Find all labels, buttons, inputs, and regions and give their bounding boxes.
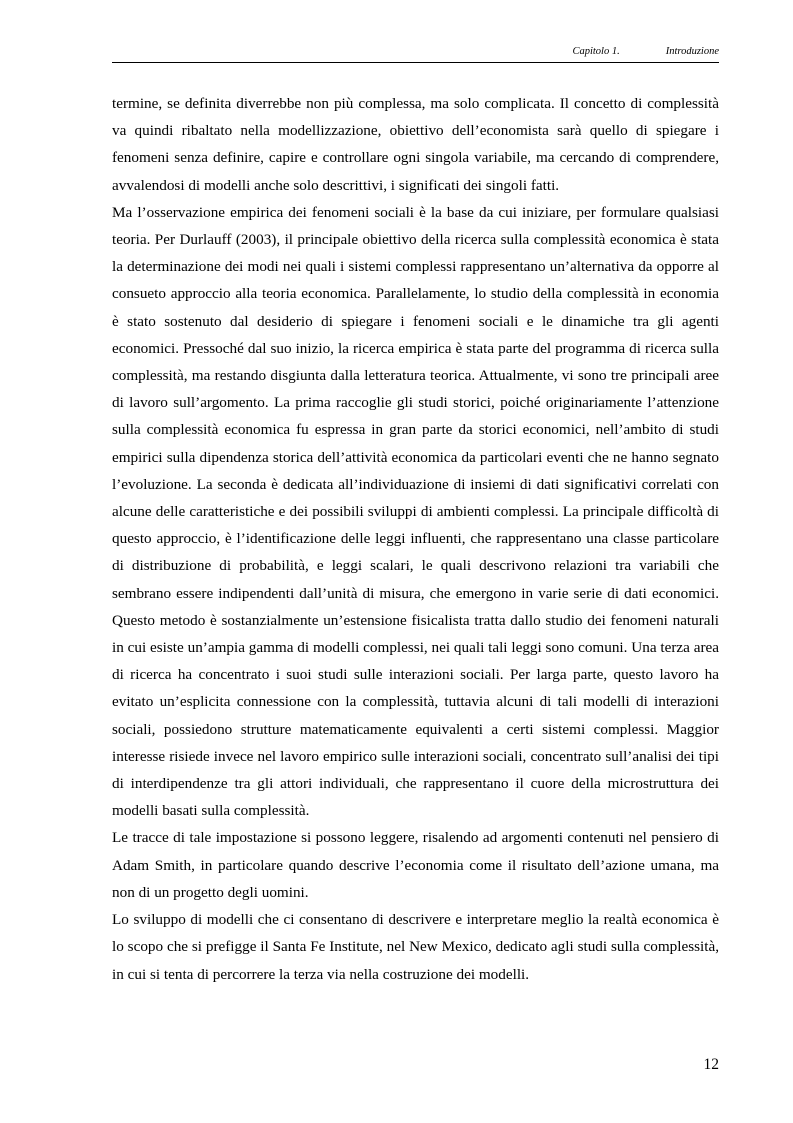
paragraph-3: Le tracce di tale impostazione si possono leggere, risalendo ad argomenti contenuti nel pensiero di Adam Smith, in particolare quando descrive l’economia come il risultato dell’azione umana, ma non di un progetto degli uomini. <box>112 829 719 901</box>
running-header <box>112 46 719 62</box>
body-text <box>112 90 719 988</box>
header-title: Introduzione <box>665 46 719 57</box>
paragraph-2: Ma l’osservazione empirica dei fenomeni sociali è la base da cui iniziare, per formulare qualsiasi teoria. Per Durlauff (2003), il principale obiettivo della ricerca sulla complessità economica è stata la determinazione dei modi nei quali i sistemi complessi rappresentano un’alternativa da opporre al consueto approccio alla teoria economica. Parallelamente, lo studio della complessità in economia è stato sostenuto dal desiderio di spiegare i fenomeni sociali e le dinamiche tra gli agenti economici. Pressoché dal suo inizio, la ricerca empirica è stata parte del programma di ricerca sulla complessità, ma restando disgiunta dalla letteratura teorica. Attualmente, vi sono tre principali aree di lavoro sull’argomento. La prima raccoglie gli studi storici, poiché originariamente l’attenzione sulla complessità economica fu espressa in gran parte da storici economici, nell’ambito di studi empirici sulla dipendenza storica dell’attività economica da particolari eventi che ne hanno segnato l’evoluzione. La seconda è dedicata all’individuazione di insiemi di dati significativi correlati con alcune delle caratteristiche e dei possibili sviluppi di ambienti complessi. La principale difficoltà di questo approccio, è l’identificazione delle leggi influenti, che rappresentano una classe particolare di distribuzione di probabilità, e leggi scalari, le quali descrivono relazioni tra variabili che sembrano essere indipendenti dall’unità di misura, che emergono in varie serie di dati economici. Questo metodo è sostanzialmente un’estensione fisicalista tratta dallo studio dei fenomeni naturali in cui esiste un’ampia gamma di modelli complessi, nei quali tali leggi sono comuni. Una terza area di ricerca ha concentrato i suoi studi sulle interazioni sociali. Per larga parte, questo lavoro ha evitato un’esplicita connessione con la complessità, tuttavia alcuni di tali modelli di interazioni sociali, possiedono strutture matematicamente equivalenti a certi sistemi complessi. Maggior interesse risiede invece nel lavoro empirico sulle interazioni sociali, concentrato sull’analisi dei tipi di interdipendenze tra gli attori individuali, che rappresentano il cuore della microstruttura dei modelli basati sulla complessità. <box>112 203 719 820</box>
header-chapter: Capitolo 1. <box>572 46 620 57</box>
paragraph-4: Lo sviluppo di modelli che ci consentano di descrivere e interpretare meglio la realtà economica è lo scopo che si prefigge il Santa Fe Institute, nel New Mexico, dedicato agli studi sulla complessità, in cui si tenta di percorrere la terza via nella costruzione dei modelli. <box>112 911 719 983</box>
header-rule <box>112 62 719 63</box>
page-number: 12 <box>703 1056 719 1073</box>
paragraph-1: termine, se definita diverrebbe non più complessa, ma solo complicata. Il concetto di complessità va quindi ribaltato nella modellizzazione, obiettivo dell’economista sarà quello di spiegare i fenomeni senza definire, capire e controllare ogni singola variabile, ma cercando di comprendere, avvalendosi di modelli anche solo descrittivi, i significati dei singoli fatti. <box>112 95 719 194</box>
